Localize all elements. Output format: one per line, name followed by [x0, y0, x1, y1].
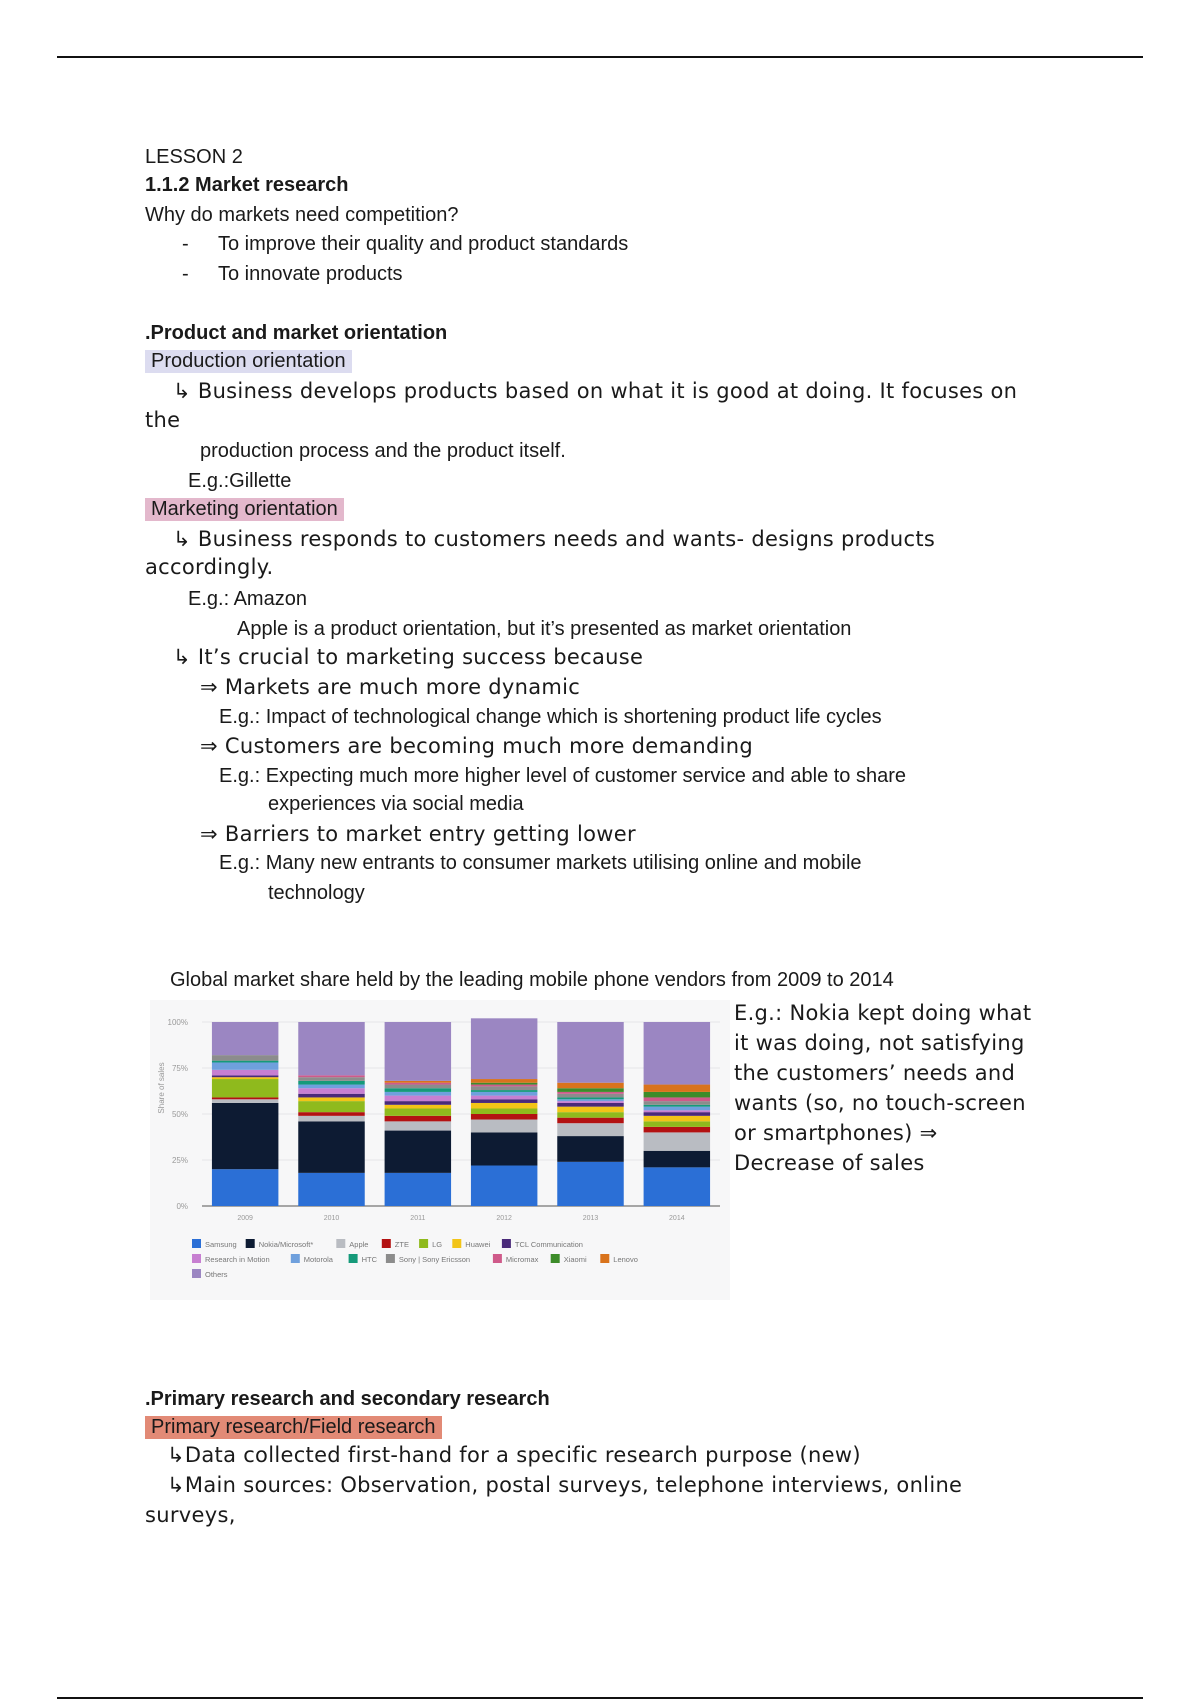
legend-swatch [386, 1254, 395, 1263]
legend-label: Sony | Sony Ericsson [398, 1255, 471, 1264]
reason-barriers-example-cont: technology [268, 882, 365, 904]
legend-label: Motorola [303, 1255, 333, 1264]
legend-swatch [502, 1239, 511, 1248]
x-tick-label: 2012 [496, 1215, 512, 1222]
bar-segment [385, 1108, 451, 1115]
bar-segment [644, 1121, 710, 1127]
bar-segment [212, 1103, 278, 1169]
y-tick-label: 0% [176, 1202, 188, 1211]
bar-segment [644, 1097, 710, 1101]
x-tick-label: 2009 [237, 1215, 253, 1222]
production-orientation-label: Production orientation [145, 350, 352, 373]
bar-segment [471, 1085, 537, 1087]
bar-segment [212, 1097, 278, 1099]
y-tick-label: 25% [171, 1156, 188, 1165]
legend-label: Micromax [505, 1255, 539, 1264]
reason-dynamic-example: E.g.: Impact of technological change which is shortening product life cycles [219, 706, 882, 728]
primary-research-sources-wrap: surveys, [145, 1503, 236, 1527]
bar-segment [644, 1167, 710, 1206]
y-tick-label: 50% [171, 1110, 188, 1119]
bar-segment [385, 1105, 451, 1109]
crucial-statement: ↳ It’s crucial to marketing success because [173, 645, 644, 669]
reason-demanding-example-cont: experiences via social media [268, 793, 524, 815]
bar-segment [298, 1112, 364, 1116]
legend-swatch [493, 1254, 502, 1263]
bar-segment [644, 1116, 710, 1122]
y-axis-label: Share of sales [157, 1062, 166, 1114]
bar-segment [385, 1096, 451, 1102]
bar-segment [557, 1097, 623, 1099]
reason-barriers: ⇒ Barriers to market entry getting lower [200, 822, 636, 846]
bar-segment [644, 1110, 710, 1112]
bar-segment [557, 1092, 623, 1094]
y-tick-label: 100% [167, 1018, 188, 1027]
bar-segment [557, 1094, 623, 1098]
bar-segment [471, 1090, 537, 1092]
bar-segment [385, 1083, 451, 1085]
bullet-item: To innovate products [218, 263, 403, 285]
legend-swatch [192, 1269, 201, 1278]
bar-segment [298, 1097, 364, 1101]
marketing-orientation-label: Marketing orientation [145, 498, 344, 521]
legend-swatch [192, 1239, 201, 1248]
bar-segment [471, 1120, 537, 1133]
side-note-line: it was doing, not satisfying [734, 1031, 1025, 1055]
bar-segment [471, 1092, 537, 1096]
bar-segment [557, 1099, 623, 1101]
bar-segment [557, 1136, 623, 1162]
legend-label: Others [205, 1270, 228, 1279]
research-heading: .Primary research and secondary research [145, 1388, 550, 1410]
legend-swatch [551, 1254, 560, 1263]
bar-segment [298, 1081, 364, 1085]
bar-segment [471, 1132, 537, 1165]
bar-segment [212, 1079, 278, 1097]
production-description-cont: production process and the product itself. [200, 440, 566, 462]
bar-segment [471, 1166, 537, 1206]
legend-swatch [349, 1254, 358, 1263]
market-share-chart [150, 1000, 730, 1300]
bar-segment [385, 1088, 451, 1092]
bar-segment [557, 1083, 623, 1089]
nokia-side-note [734, 998, 1064, 1178]
marketing-example: E.g.: Amazon [188, 588, 307, 610]
bar-segment [471, 1018, 537, 1079]
bullet-item: To improve their quality and product standards [218, 233, 629, 255]
side-note-line: wants (so, no touch-screen [734, 1091, 1026, 1115]
bullet-mark: - [182, 233, 189, 255]
bar-segment [298, 1075, 364, 1077]
bar-segment [471, 1086, 537, 1090]
legend-label: Apple [349, 1240, 369, 1249]
bar-segment [644, 1085, 710, 1092]
bottom-rule [57, 1697, 1143, 1699]
legend-swatch [452, 1239, 461, 1248]
legend-swatch [382, 1239, 391, 1248]
bar-segment [298, 1077, 364, 1081]
side-note-line: E.g.: Nokia kept doing what [734, 1001, 1032, 1025]
primary-research-sources: ↳Main sources: Observation, postal surveys, telephone interviews, online [167, 1473, 963, 1497]
production-description: ↳ Business develops products based on what it is good at doing. It focuses on [173, 379, 1018, 403]
bar-segment [557, 1112, 623, 1118]
bar-segment [298, 1101, 364, 1112]
bar-segment [557, 1123, 623, 1136]
legend-label: Research in Motion [205, 1255, 270, 1264]
bar-segment [212, 1077, 278, 1079]
marketing-description-wrap: accordingly. [145, 555, 274, 579]
side-note-line: or smartphones) ⇒ [734, 1121, 938, 1145]
bar-segment [557, 1107, 623, 1113]
bar-segment [644, 1105, 710, 1107]
bullet-mark: - [182, 263, 189, 285]
bar-segment [471, 1079, 537, 1083]
legend-swatch [192, 1254, 201, 1263]
bar-segment [212, 1070, 278, 1076]
bar-segment [644, 1092, 710, 1098]
bar-segment [385, 1022, 451, 1081]
legend-swatch [336, 1239, 345, 1248]
legend-swatch [291, 1254, 300, 1263]
bar-segment [471, 1114, 537, 1120]
legend-label: Nokia/Microsoft* [258, 1240, 314, 1249]
bar-segment [385, 1085, 451, 1089]
side-note-line: Decrease of sales [734, 1151, 925, 1175]
production-example: E.g.:Gillette [188, 470, 292, 492]
marketing-description: ↳ Business responds to customers needs and wants- designs products [173, 527, 936, 551]
bar-segment [557, 1103, 623, 1107]
bar-segment [212, 1062, 278, 1069]
bar-segment [644, 1107, 710, 1111]
orientation-heading: .Product and market orientation [145, 322, 448, 344]
bar-segment [212, 1099, 278, 1103]
bar-segment [557, 1088, 623, 1092]
x-tick-label: 2014 [669, 1215, 685, 1222]
legend-label: LG [432, 1240, 443, 1249]
primary-research-description: ↳Data collected first-hand for a specific research purpose (new) [167, 1443, 861, 1467]
bar-segment [644, 1151, 710, 1168]
legend-label: Huawei [465, 1240, 491, 1249]
bar-segment [385, 1121, 451, 1130]
section-title: 1.1.2 Market research [145, 174, 349, 196]
production-description-wrap: the [145, 408, 181, 432]
bar-segment [298, 1116, 364, 1122]
question: Why do markets need competition? [145, 204, 459, 226]
bar-segment [212, 1061, 278, 1063]
x-tick-label: 2011 [410, 1215, 426, 1222]
reason-dynamic: ⇒ Markets are much more dynamic [200, 675, 581, 699]
x-tick-label: 2010 [323, 1215, 340, 1222]
top-rule [57, 56, 1143, 58]
bar-segment [298, 1094, 364, 1098]
bar-segment [385, 1101, 451, 1105]
legend-label: ZTE [394, 1240, 409, 1249]
bar-segment [471, 1103, 537, 1109]
legend-label: HTC [361, 1255, 378, 1264]
bar-segment [471, 1108, 537, 1114]
side-note-line: the customers’ needs and [734, 1061, 1016, 1085]
reason-demanding-example: E.g.: Expecting much more higher level of customer service and able to share [219, 765, 907, 787]
bar-segment [298, 1088, 364, 1094]
legend-swatch [246, 1239, 255, 1248]
bar-segment [212, 1075, 278, 1077]
bar-segment [212, 1022, 278, 1055]
bar-segment [385, 1081, 451, 1083]
bar-segment [298, 1173, 364, 1206]
legend-label: TCL Communication [514, 1240, 583, 1249]
bar-segment [385, 1173, 451, 1206]
y-tick-label: 75% [171, 1064, 188, 1073]
bar-segment [212, 1055, 278, 1061]
legend-label: Lenovo [613, 1255, 638, 1264]
bar-segment [385, 1131, 451, 1173]
chart-title: Global market share held by the leading mobile phone vendors from 2009 to 2014 [170, 969, 894, 991]
apple-note: Apple is a product orientation, but it’s presented as market orientation [237, 618, 852, 640]
bar-segment [385, 1116, 451, 1122]
legend-swatch [419, 1239, 428, 1248]
bar-segment [298, 1121, 364, 1173]
lesson-label: LESSON 2 [145, 146, 243, 168]
reason-barriers-example: E.g.: Many new entrants to consumer markets utilising online and mobile [219, 852, 862, 874]
bar-segment [644, 1127, 710, 1133]
legend-label: Samsung [205, 1240, 237, 1249]
reason-demanding: ⇒ Customers are becoming much more demanding [200, 734, 754, 758]
bar-segment [471, 1099, 537, 1103]
x-tick-label: 2013 [582, 1215, 599, 1222]
primary-research-label: Primary research/Field research [145, 1416, 442, 1439]
bar-segment [557, 1101, 623, 1103]
bar-segment [298, 1022, 364, 1075]
legend-label: Xiaomi [563, 1255, 587, 1264]
bar-segment [557, 1162, 623, 1206]
bar-segment [385, 1092, 451, 1096]
bar-segment [644, 1022, 710, 1085]
bar-segment [644, 1101, 710, 1105]
bar-segment [644, 1112, 710, 1116]
bar-segment [471, 1096, 537, 1100]
bar-segment [298, 1085, 364, 1089]
legend-swatch [600, 1254, 609, 1263]
bar-segment [557, 1022, 623, 1083]
bar-segment [471, 1083, 537, 1085]
bar-segment [557, 1118, 623, 1124]
bar-segment [644, 1132, 710, 1150]
bar-segment [212, 1169, 278, 1206]
